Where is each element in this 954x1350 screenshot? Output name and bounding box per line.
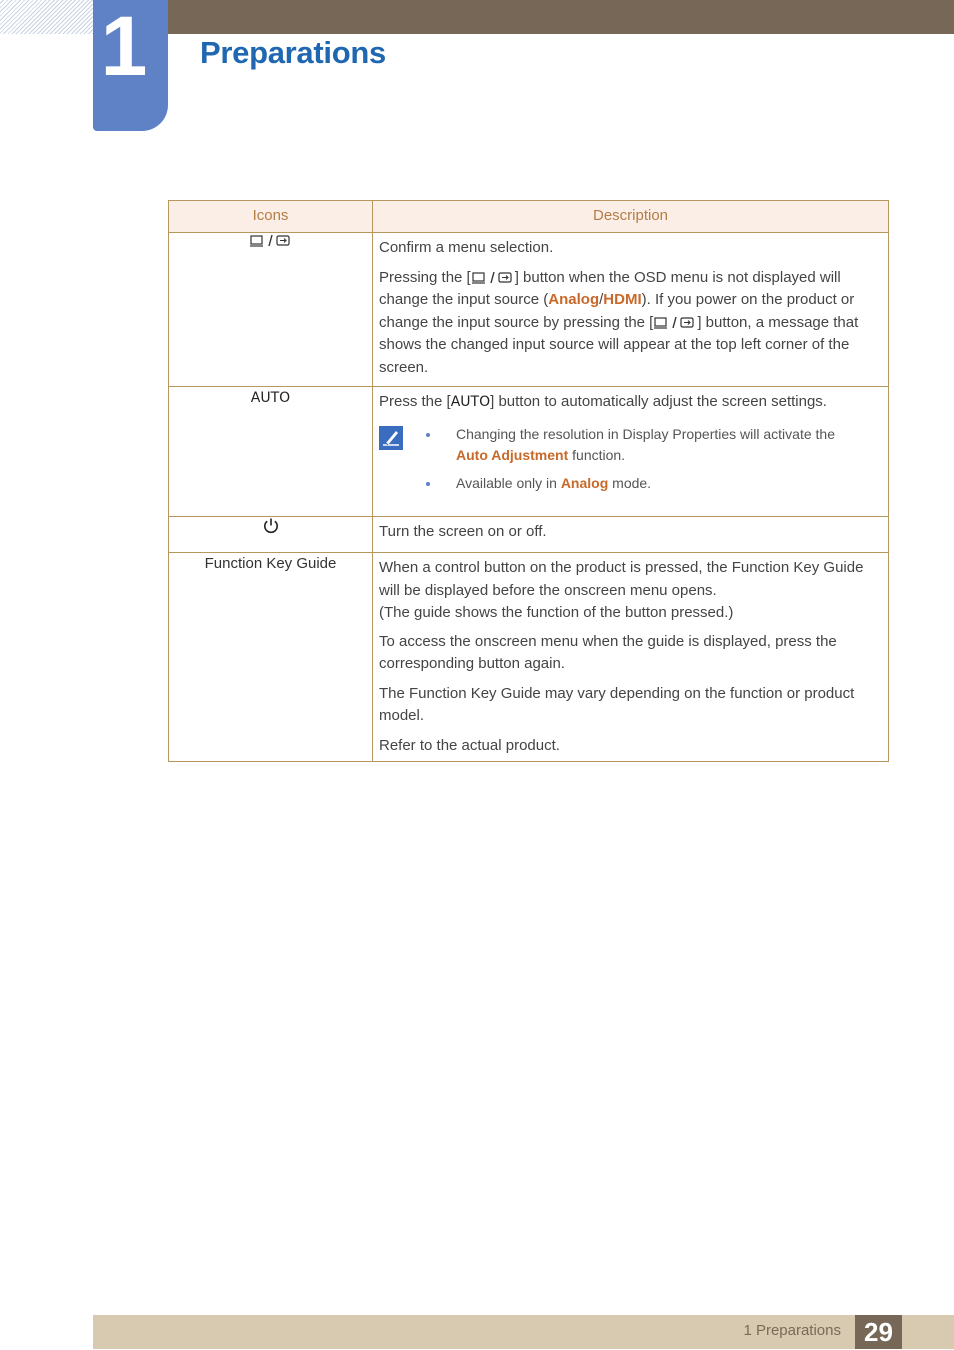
list-item: Changing the resolution in Display Properties will activate the Auto Adjustment function. xyxy=(456,424,879,466)
table-header-row xyxy=(169,201,889,233)
fkg-p2: To access the onscreen menu when the guide is displayed, press the corresponding button again. xyxy=(379,632,837,672)
fkg-p3: The Function Key Guide may vary depending on the function or product model. xyxy=(379,684,855,724)
source-enter-icon xyxy=(249,234,293,248)
source-enter-icon xyxy=(471,271,515,285)
auto-description xyxy=(373,387,889,517)
footer-bar xyxy=(93,1315,954,1349)
auto-label: AUTO xyxy=(250,390,291,406)
source-enter-icon xyxy=(653,316,697,330)
source-enter-description xyxy=(373,233,889,387)
function-key-guide-cell xyxy=(169,553,373,762)
source-p1: Confirm a menu selection. xyxy=(379,239,554,256)
header-hatch-pattern xyxy=(0,0,93,34)
note-block xyxy=(379,424,879,494)
table-row xyxy=(169,553,889,762)
fkg-p4: Refer to the actual product. xyxy=(379,736,560,754)
power-icon xyxy=(262,517,280,535)
table-row xyxy=(169,387,889,517)
chapter-tab xyxy=(93,0,168,131)
auto-icon-cell xyxy=(169,387,373,517)
icons-table xyxy=(168,200,889,762)
header-icons: Icons xyxy=(169,201,373,233)
power-description xyxy=(373,517,889,553)
table-row xyxy=(169,517,889,553)
footer-chapter-label: 1 Preparations xyxy=(743,1322,841,1339)
header-bar xyxy=(168,0,954,34)
page-title: Preparations xyxy=(200,35,386,70)
chapter-number: 1 xyxy=(100,0,148,93)
note-icon xyxy=(379,426,403,450)
note-list xyxy=(456,424,879,494)
source-enter-icon-cell xyxy=(169,233,373,387)
header-description: Description xyxy=(373,201,889,233)
auto-p1: Press the [AUTO] button to automatically adjust the screen settings. xyxy=(379,393,827,410)
table-row xyxy=(169,233,889,387)
power-text: Turn the screen on or off. xyxy=(379,523,547,540)
page-number: 29 xyxy=(855,1315,902,1349)
list-item: Available only in Analog mode. xyxy=(456,473,879,494)
function-key-guide-description xyxy=(373,553,889,762)
function-key-guide-label: Function Key Guide xyxy=(204,555,337,572)
source-p2: Pressing the [ ] button when the OSD menu is not displayed will change the input source (Analog/HDMI). If you power on the product or change the input source by pressing the [ ] button, a message that shows the changed input source will appear at the top left corner of the screen. xyxy=(379,268,859,376)
fkg-p1: When a control button on the product is pressed, the Function Key Guide will be displayed before the onscreen menu opens. (The guide shows the function of the button pressed.) xyxy=(379,559,864,621)
power-icon-cell xyxy=(169,517,373,553)
